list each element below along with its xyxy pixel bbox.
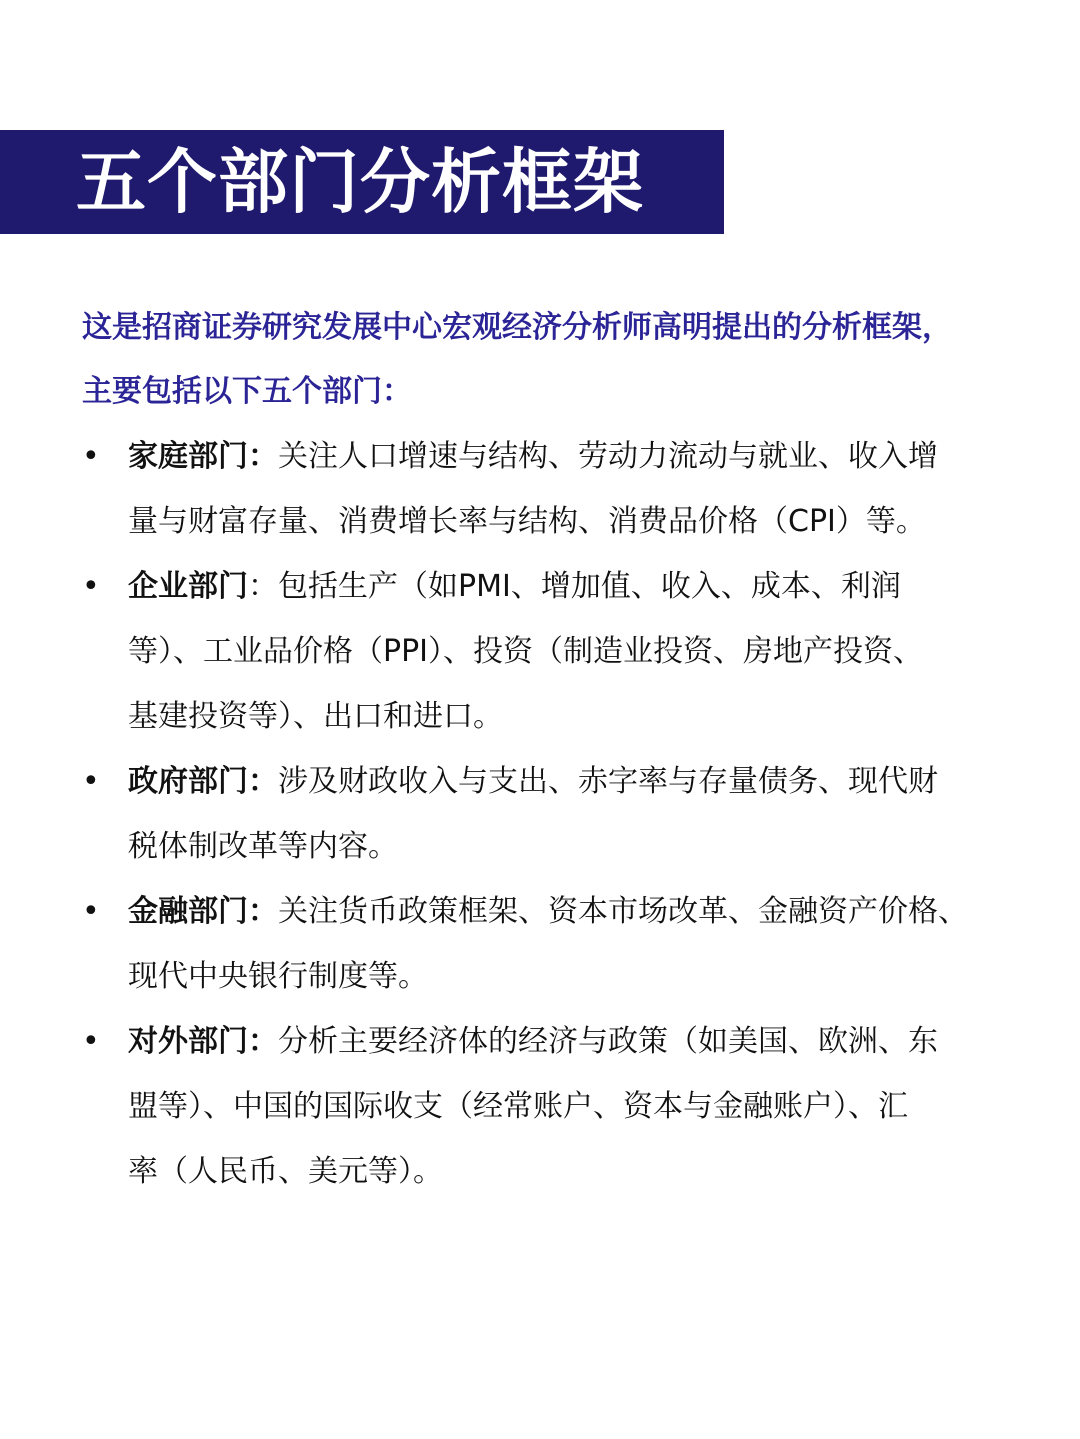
sector-list xyxy=(80,424,1020,1204)
item-line: 现代中央银行制度等。 xyxy=(128,959,428,994)
list-item-government xyxy=(80,749,1020,879)
bullet-icon: • xyxy=(82,894,100,929)
list-item-finance xyxy=(80,879,1020,1009)
item-text: 关注货币政策框架、资本市场改革、金融资产价格、 xyxy=(278,894,968,929)
item-text: 关注人口增速与结构、劳动力流动与就业、收入增 xyxy=(278,439,938,474)
item-line: 基建投资等）、出口和进口。 xyxy=(128,699,503,734)
item-line: 量与财富存量、消费增长率与结构、消费品价格（CPI）等。 xyxy=(128,504,926,539)
list-item-external xyxy=(80,1009,1020,1204)
title-banner xyxy=(0,130,724,234)
bullet-icon: • xyxy=(82,764,100,799)
item-text: ：包括生产（如PMI、增加值、收入、成本、利润 xyxy=(248,569,901,604)
intro-line: 这是招商证券研究发展中心宏观经济分析师高明提出的分析框架， xyxy=(82,310,952,345)
item-text: 分析主要经济体的经济与政策（如美国、欧洲、东 xyxy=(278,1024,938,1059)
item-lead: 家庭部门： xyxy=(128,439,278,474)
item-line: 率（人民币、美元等）。 xyxy=(128,1154,443,1189)
item-lead: 政府部门： xyxy=(128,764,278,799)
list-item-household xyxy=(80,424,1020,554)
intro-line: 主要包括以下五个部门： xyxy=(82,374,412,409)
item-line xyxy=(128,554,1020,619)
item-line xyxy=(128,424,1020,489)
list-item-enterprise xyxy=(80,554,1020,749)
item-line xyxy=(128,1009,1020,1074)
intro-paragraph xyxy=(82,296,1012,424)
bullet-icon: • xyxy=(82,439,100,474)
item-line: 等）、工业品价格（PPI）、投资（制造业投资、房地产投资、 xyxy=(128,634,924,669)
item-lead: 企业部门 xyxy=(128,569,248,604)
page-title: 五个部门分析框架 xyxy=(76,141,644,223)
bullet-icon: • xyxy=(82,1024,100,1059)
bullet-icon: • xyxy=(82,569,100,604)
item-lead: 金融部门： xyxy=(128,894,278,929)
item-line: 税体制改革等内容。 xyxy=(128,829,398,864)
item-line: 盟等）、中国的国际收支（经常账户、资本与金融账户）、汇 xyxy=(128,1089,908,1124)
item-text: 涉及财政收入与支出、赤字率与存量债务、现代财 xyxy=(278,764,938,799)
item-lead: 对外部门： xyxy=(128,1024,278,1059)
item-line xyxy=(128,749,1020,814)
item-line xyxy=(128,879,1020,944)
